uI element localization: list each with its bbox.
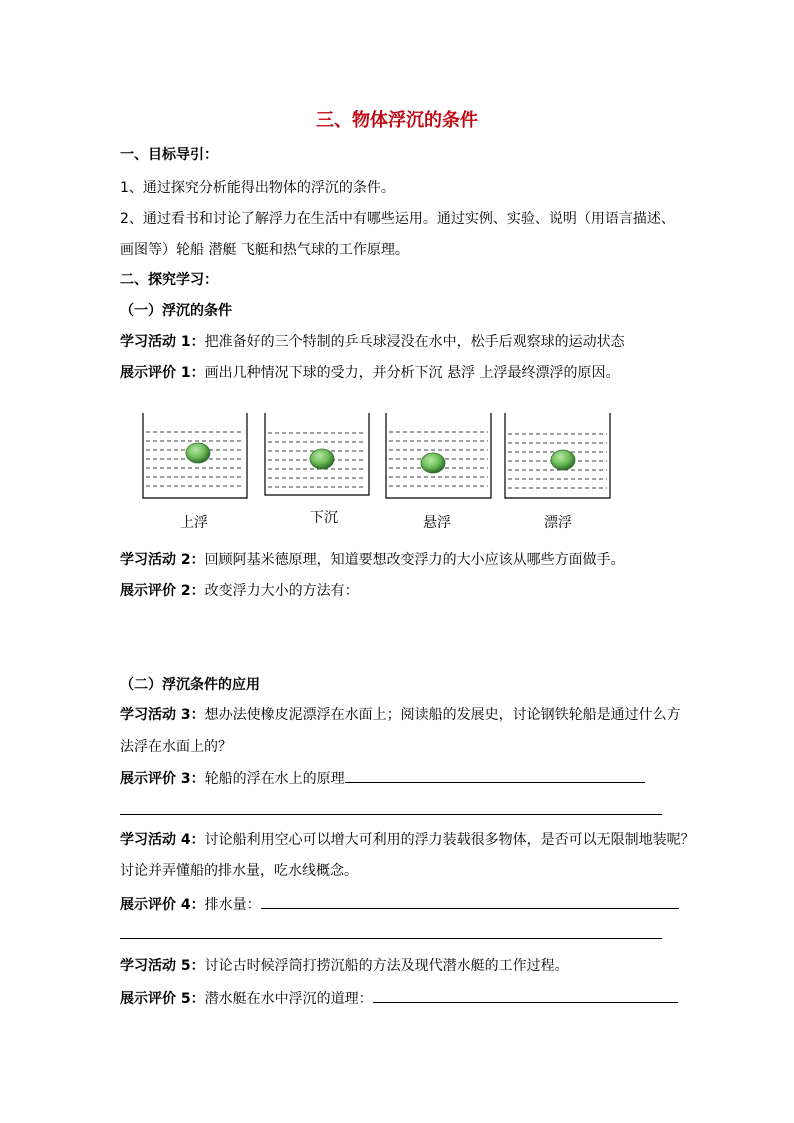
evaluation-5-text: 潜水艇在水中浮沉的道理：	[204, 991, 373, 1007]
evaluation-3-text: 轮船的浮在水上的原理	[204, 771, 345, 787]
evaluation-3-label: 展示评价 3：	[120, 771, 205, 787]
activity-2-text: 回顾阿基米德原理，知道要想改变浮力的大小应该从哪些方面做手。	[204, 552, 625, 568]
activity-1-text: 把准备好的三个特制的乒乓球浸没在水中，松手后观察球的运动状态	[204, 334, 625, 350]
evaluation-3-answer-blank[interactable]	[345, 768, 645, 783]
page-title: 三、物体浮沉的条件	[316, 110, 478, 131]
evaluation-4-text: 排水量：	[204, 897, 261, 913]
activity-3-label: 学习活动 3：	[120, 707, 205, 723]
evaluation-5	[120, 988, 678, 1008]
goal-item-2-line-2: 画图等）轮船 潜艇 飞艇和热气球的工作原理。	[120, 242, 409, 258]
evaluation-4-answer-line-2[interactable]	[120, 938, 662, 939]
activity-3-line-1	[120, 706, 681, 724]
evaluation-5-answer-blank[interactable]	[373, 988, 678, 1003]
subheading-conditions: （一）浮沉的条件	[120, 303, 232, 319]
ball-sinking	[310, 449, 334, 469]
subheading-applications: （二）浮沉条件的应用	[120, 677, 260, 693]
activity-4-line-1	[120, 831, 695, 849]
goal-item-1: 1、通过探究分析能得出物体的浮沉的条件。	[120, 180, 395, 196]
evaluation-4	[120, 894, 679, 914]
activity-4-label: 学习活动 4：	[120, 832, 205, 848]
activity-2-label: 学习活动 2：	[120, 552, 205, 568]
activity-4-line-2: 讨论并弄懂船的排水量，吃水线概念。	[120, 863, 358, 879]
evaluation-3	[120, 768, 645, 788]
evaluation-5-label: 展示评价 5：	[120, 991, 205, 1007]
evaluation-4-label: 展示评价 4：	[120, 897, 205, 913]
goal-item-2-line-1: 2、通过看书和讨论了解浮力在生活中有哪些运用。通过实例、实验、说明（用语言描述、	[120, 211, 675, 227]
beaker-rising	[143, 413, 247, 498]
caption-floating: 漂浮	[544, 515, 572, 531]
beaker-suspended	[386, 413, 491, 498]
ball-floating	[551, 450, 575, 470]
evaluation-2-text: 改变浮力大小的方法有：	[204, 583, 359, 599]
section-heading-goals: 一、目标导引：	[120, 147, 218, 163]
activity-4-text: 讨论船利用空心可以增大可利用的浮力装载很多物体，是否可以无限制地装呢？	[204, 832, 695, 848]
evaluation-3-answer-line-2[interactable]	[120, 814, 662, 815]
activity-5-label: 学习活动 5：	[120, 958, 205, 974]
beaker-floating	[505, 413, 610, 498]
evaluation-2	[120, 582, 359, 600]
beakers-figure	[0, 0, 794, 540]
activity-3-line-2: 法浮在水面上的？	[120, 739, 232, 755]
activity-3-text: 想办法使橡皮泥漂浮在水面上；阅读船的发展史，讨论钢铁轮船是通过什么方	[204, 707, 681, 723]
beaker-sinking	[265, 413, 369, 495]
section-heading-explore: 二、探究学习：	[120, 272, 218, 288]
caption-rising: 上浮	[180, 515, 208, 531]
evaluation-4-answer-blank[interactable]	[261, 894, 679, 909]
evaluation-2-label: 展示评价 2：	[120, 583, 205, 599]
evaluation-1-label: 展示评价 1：	[120, 365, 205, 381]
activity-2	[120, 551, 625, 569]
evaluation-1-text: 画出几种情况下球的受力，并分析下沉 悬浮 上浮最终漂浮的原因。	[204, 365, 620, 381]
activity-5	[120, 957, 569, 975]
activity-1-label: 学习活动 1：	[120, 334, 205, 350]
ball-rising	[186, 443, 210, 463]
caption-sinking: 下沉	[310, 510, 338, 526]
caption-suspended: 悬浮	[423, 515, 451, 531]
ball-suspended	[421, 453, 445, 473]
activity-5-text: 讨论古时候浮筒打捞沉船的方法及现代潜水艇的工作过程。	[204, 958, 569, 974]
